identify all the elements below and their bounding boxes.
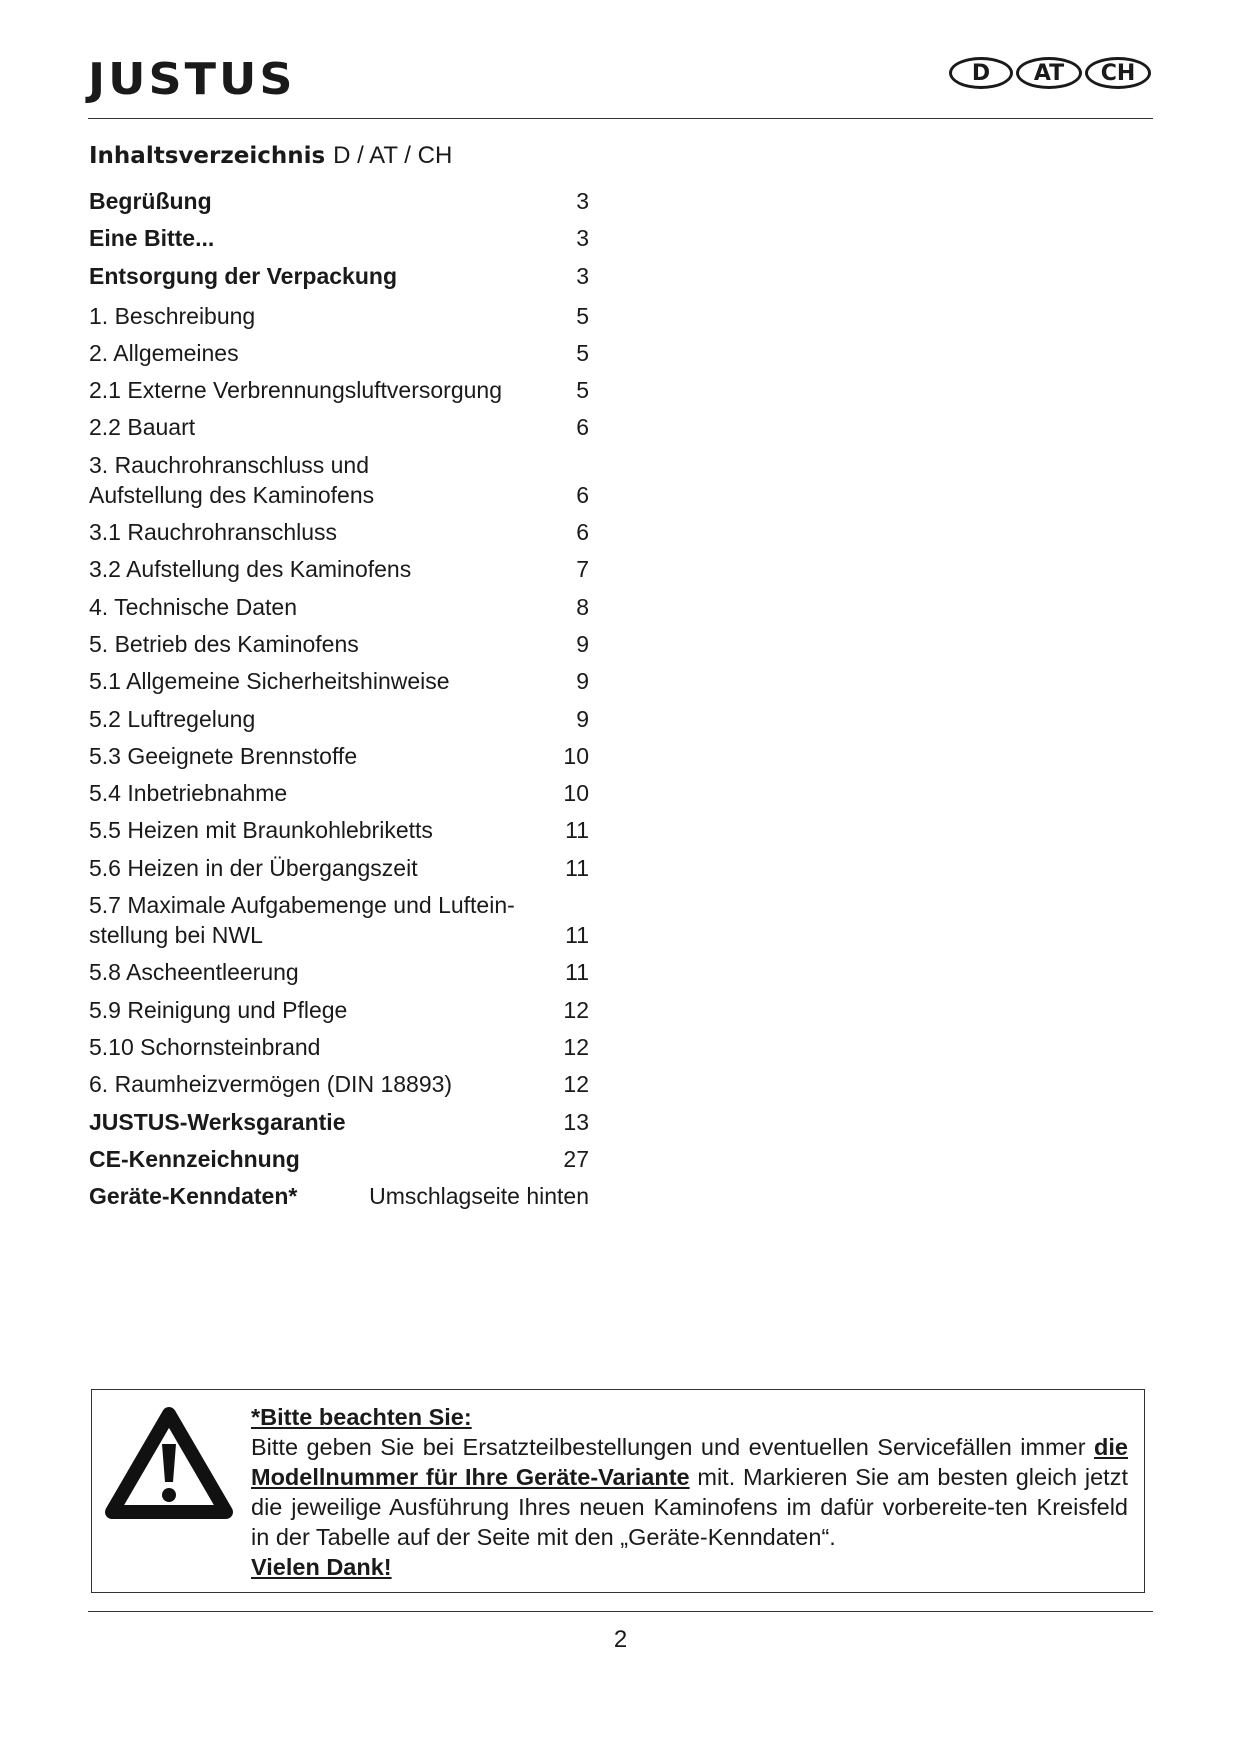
toc-entry-title: 5.7 Maximale Aufgabemenge und Luftein- stellung bei NWL [89,892,515,949]
toc-entry-title: 3. Rauchrohranschluss und Aufstellung des Kaminofens [89,451,375,508]
toc-entry [89,1032,589,1062]
toc-entry [89,629,589,659]
toc-entry [89,666,589,696]
toc-entry-page: 12 [563,1071,589,1098]
toc-entry [89,261,589,291]
toc-entry-page: 5 [576,339,589,366]
toc-entry-title: 3.2 Aufstellung des Kaminofens [89,556,412,583]
toc-entry-page: 9 [576,668,589,695]
toc-entry-page: 5 [576,377,589,404]
toc-title: Inhaltsverzeichnis [89,143,326,169]
toc-entry-page: 9 [576,705,589,732]
toc-entry [89,517,589,547]
toc-entry-title: 2.1 Externe Verbrennungsluftversorgung [89,377,502,404]
toc-entry-title: 3.1 Rauchrohranschluss [89,519,338,546]
toc-entry-title: Eine Bitte... [89,225,215,252]
toc-entry-page: 7 [576,556,589,583]
toc-entry-title: 4. Technische Daten [89,593,297,620]
toc-entry [89,995,589,1025]
toc-entry-page: 6 [576,414,589,441]
toc-subtitle: D / AT / CH [333,142,453,169]
toc-entry-page: 12 [563,1033,589,1060]
toc-entry [89,592,589,622]
toc-entry-page: Umschlagseite hinten [369,1183,589,1210]
toc-entry-title: 5.8 Ascheentleerung [89,959,299,986]
warning-icon [102,1404,236,1529]
toc-entry-page: 6 [576,481,589,508]
toc-entry-title: 5.4 Inbetriebnahme [89,780,288,807]
toc-entry-page: 11 [565,922,589,949]
country-badge-ch: CH [1085,57,1151,89]
toc-entry [89,704,589,734]
toc-entry-title: Geräte-Kenndaten* [89,1183,298,1210]
toc-entry [89,412,589,442]
toc-entry-title: 5.5 Heizen mit Braunkohlebriketts [89,817,433,844]
toc-entry [89,957,589,987]
toc-entry [89,186,589,216]
toc-entry [89,301,589,331]
toc-entry-title: 5.6 Heizen in der Übergangszeit [89,854,418,881]
footer-divider [88,1611,1153,1612]
country-badge-at: AT [1016,57,1082,89]
toc-entry [89,741,589,771]
toc-entry-page: 6 [576,519,589,546]
notice-emphasis: die Modellnummer für Ihre Geräte-Variante [251,1434,1128,1490]
toc-entry-page: 12 [563,996,589,1023]
toc-entry-title: 5.3 Geeignete Brennstoffe [89,742,358,769]
notice-box [91,1389,1145,1593]
country-badges [949,57,1151,89]
toc-entry-page: 8 [576,593,589,620]
country-badge-d: D [949,57,1013,89]
toc-entry-page: 10 [563,742,589,769]
toc-entry [89,890,589,950]
justus-logo: JUSTUS [88,53,296,105]
toc-entry [89,1181,589,1211]
toc-entry [89,1144,589,1174]
toc-entry-title: 1. Beschreibung [89,302,256,329]
toc-entry-page: 11 [565,817,589,844]
toc-entry-title: 6. Raumheizvermögen (DIN 18893) [89,1071,453,1098]
notice-body-1: Bitte geben Sie bei Ersatzteilbestellungen und eventuellen Servicefällen immer [251,1434,1086,1460]
toc-entry-page: 11 [565,854,589,881]
toc-entry-page: 10 [563,780,589,807]
toc-entry-title: CE-Kennzeichnung [89,1145,300,1172]
notice-thanks: Vielen Dank! [251,1554,392,1580]
toc-entry-title: Entsorgung der Verpackung [89,262,397,289]
toc-entry-page: 9 [576,630,589,657]
toc-entry-title: 5.9 Reinigung und Pflege [89,996,348,1023]
toc-entry-title: 2. Allgemeines [89,339,239,366]
notice-title: *Bitte beachten Sie: [251,1404,472,1430]
table-of-contents [89,186,589,1218]
toc-entry-page: 11 [565,959,589,986]
toc-entry [89,853,589,883]
toc-heading [89,142,452,170]
toc-entry [89,1069,589,1099]
header-divider [88,118,1153,119]
toc-entry-title: 2.2 Bauart [89,414,196,441]
toc-entry-title: 5.2 Luftregelung [89,705,256,732]
toc-entry-page: 5 [576,302,589,329]
toc-entry-title: 5.10 Schornsteinbrand [89,1033,321,1060]
toc-entry [89,450,589,510]
toc-entry [89,223,589,253]
notice-text [251,1402,1128,1582]
notice-body-2: mit. Markieren Sie am besten gleich jetzt die jeweilige Ausführung Ihres neuen Kaminofens im dafür vorbereite-ten Kreisfeld in der Tabelle auf der Seite mit den „Geräte-Kenndaten“. [251,1464,1128,1550]
toc-entry-page: 13 [563,1108,589,1135]
toc-entry [89,1107,589,1137]
toc-entry-title: 5. Betrieb des Kaminofens [89,630,359,657]
toc-entry-page: 3 [576,262,589,289]
toc-entry [89,338,589,368]
toc-entry [89,815,589,845]
toc-entry-page: 3 [576,188,589,214]
toc-entry-page: 27 [563,1145,589,1172]
page-number: 2 [613,1626,628,1653]
toc-entry [89,554,589,584]
toc-entry-title: 5.1 Allgemeine Sicherheitshinweise [89,668,450,695]
toc-entry-page: 3 [576,225,589,252]
toc-entry-title: Begrüßung [89,188,212,214]
toc-entry [89,375,589,405]
toc-entry-title: JUSTUS-Werksgarantie [89,1108,346,1135]
toc-entry [89,778,589,808]
